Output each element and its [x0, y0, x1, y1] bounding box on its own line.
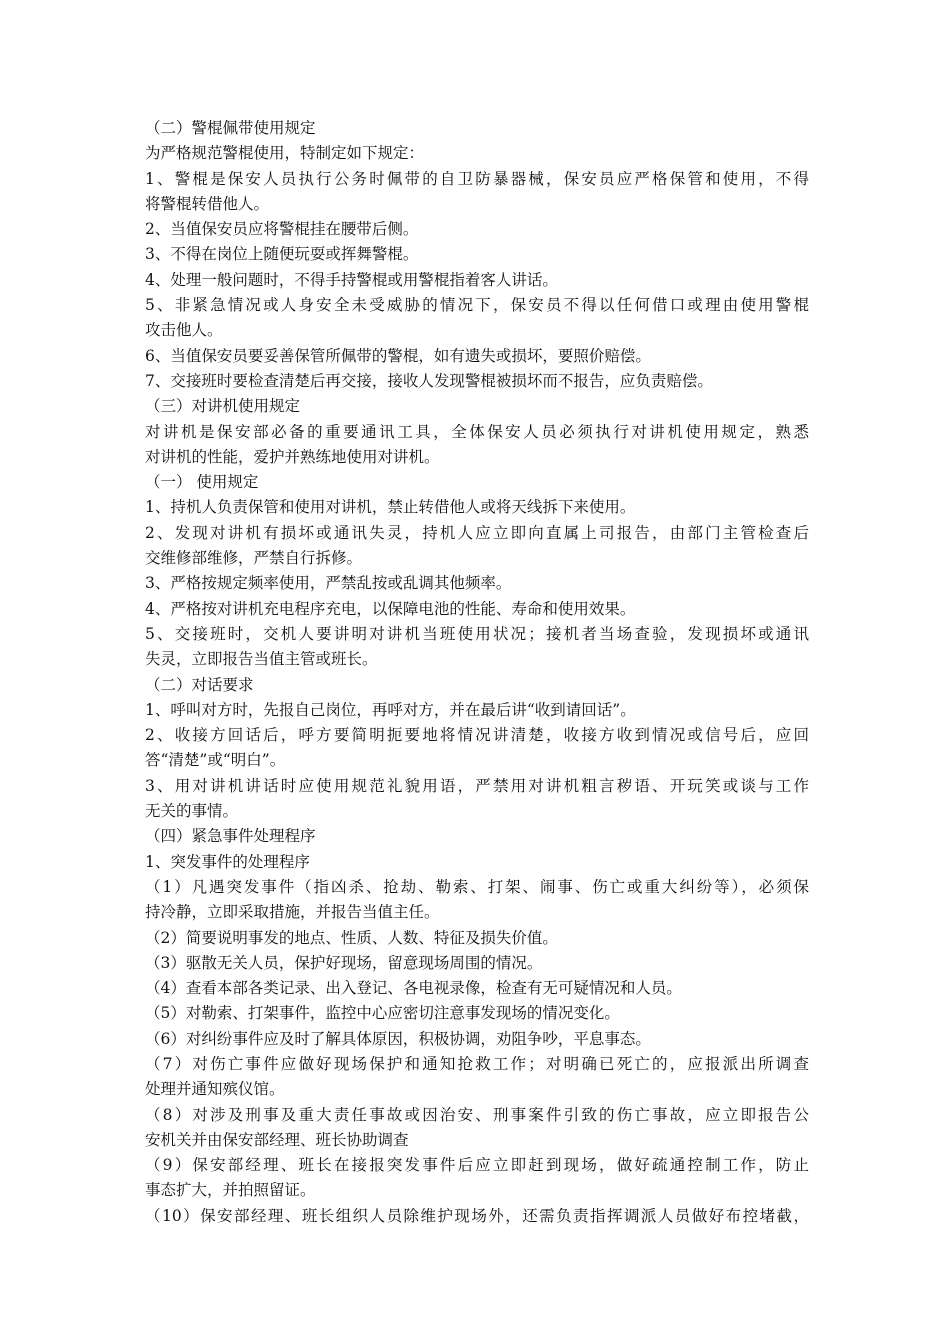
- text-line: 持冷静，立即采取措施，并报告当值主任。: [145, 903, 440, 922]
- text-line: （6）对纠纷事件应及时了解具体原因，积极协调，劝阻争吵，平息事态。: [145, 1029, 651, 1048]
- text-line: 4、处理一般问题时，不得手持警棍或用警棍指着客人讲话。: [145, 270, 558, 289]
- text-line: 对讲机是保安部必备的重要通讯工具，全体保安人员必须执行对讲机使用规定，熟悉: [145, 422, 809, 441]
- text-line: 3、用对讲机讲话时应使用规范礼貌用语，严禁用对讲机粗言秽语、开玩笑或谈与工作: [145, 776, 809, 795]
- text-line: 3、严格按规定频率使用，严禁乱按或乱调其他频率。: [145, 574, 512, 593]
- text-line: 答“清楚”或“明白”。: [145, 751, 286, 770]
- text-line: 1、呼叫对方时，先报自己岗位，再呼对方，并在最后讲“收到请回话”。: [145, 700, 636, 719]
- text-line: 3、不得在岗位上随便玩耍或挥舞警棍。: [145, 245, 419, 264]
- text-line: （一） 使用规定: [145, 473, 259, 492]
- text-line: 攻击他人。: [145, 321, 223, 340]
- text-line: 事态扩大，并拍照留证。: [145, 1181, 316, 1200]
- text-line: 1、持机人负责保管和使用对讲机，禁止转借他人或将天线拆下来使用。: [145, 498, 636, 517]
- text-line: （2）简要说明事发的地点、性质、人数、特征及损失价值。: [145, 928, 558, 947]
- text-line: 1、警棍是保安人员执行公务时佩带的自卫防暴器械，保安员应严格保管和使用，不得: [145, 169, 809, 188]
- text-line: 无关的事情。: [145, 802, 239, 821]
- text-line: 1、突发事件的处理程序: [145, 852, 310, 871]
- text-line: （5）对勒索、打架事件，监控中心应密切注意事发现场的情况变化。: [145, 1004, 620, 1023]
- text-line: （三）对讲机使用规定: [145, 397, 301, 416]
- text-line: （3）驱散无关人员，保护好现场，留意现场周围的情况。: [145, 953, 543, 972]
- text-line: （1）凡遇突发事件（指凶杀、抢劫、勒索、打架、闹事、伤亡或重大纠纷等），必须保: [145, 877, 809, 896]
- text-line: （10）保安部经理、班长组织人员除维护现场外，还需负责指挥调派人员做好布控堵截，: [145, 1206, 809, 1225]
- text-line: 5、非紧急情况或人身安全未受威胁的情况下，保安员不得以任何借口或理由使用警棍: [145, 296, 809, 315]
- text-line: 将警棍转借他人。: [145, 194, 270, 213]
- text-line: 2、当值保安员应将警棍挂在腰带后侧。: [145, 220, 419, 239]
- text-line: 5、交接班时，交机人要讲明对讲机当班使用状况；接机者当场查验，发现损坏或通讯: [145, 624, 809, 643]
- text-line: 2、发现对讲机有损坏或通讯失灵，持机人应立即向直属上司报告，由部门主管检查后: [145, 523, 809, 542]
- text-line: 2、收接方回话后，呼方要简明扼要地将情况讲清楚，收接方收到情况或信号后，应回: [145, 726, 809, 745]
- text-line: 6、当值保安员要妥善保管所佩带的警棍，如有遗失或损坏，要照价赔偿。: [145, 346, 651, 365]
- text-line: 对讲机的性能，爱护并熟练地使用对讲机。: [145, 447, 440, 466]
- text-line: （二）警棍佩带使用规定: [145, 119, 316, 137]
- text-line: 7、交接班时要检查清楚后再交接，接收人发现警棍被损坏而不报告，应负责赔偿。: [145, 371, 713, 390]
- text-line: （7）对伤亡事件应做好现场保护和通知抢救工作；对明确已死亡的，应报派出所调查: [145, 1054, 809, 1073]
- text-line: 交维修部维修，严禁自行拆修。: [145, 549, 363, 568]
- text-line: 4、严格按对讲机充电程序充电，以保障电池的性能、寿命和使用效果。: [145, 599, 636, 618]
- text-line: （8）对涉及刑事及重大责任事故或因治安、刑事案件引致的伤亡事故，应立即报告公: [145, 1105, 809, 1124]
- text-line: （四）紧急事件处理程序: [145, 827, 316, 846]
- document-page: [145, 116, 809, 1229]
- text-line: （9）保安部经理、班长在接报突发事件后应立即赶到现场，做好疏通控制工作，防止: [145, 1156, 809, 1175]
- text-line: 处理并通知殡仪馆。: [145, 1080, 285, 1099]
- text-line: 失灵，立即报告当值主管或班长。: [145, 650, 378, 669]
- text-line: （4）查看本部各类记录、出入登记、各电视录像，检查有无可疑情况和人员。: [145, 979, 682, 998]
- text-line: 安机关并由保安部经理、班长协助调查: [145, 1130, 409, 1149]
- text-line: 为严格规范警棍使用，特制定如下规定：: [145, 144, 425, 163]
- text-line: （二）对话要求: [145, 675, 254, 694]
